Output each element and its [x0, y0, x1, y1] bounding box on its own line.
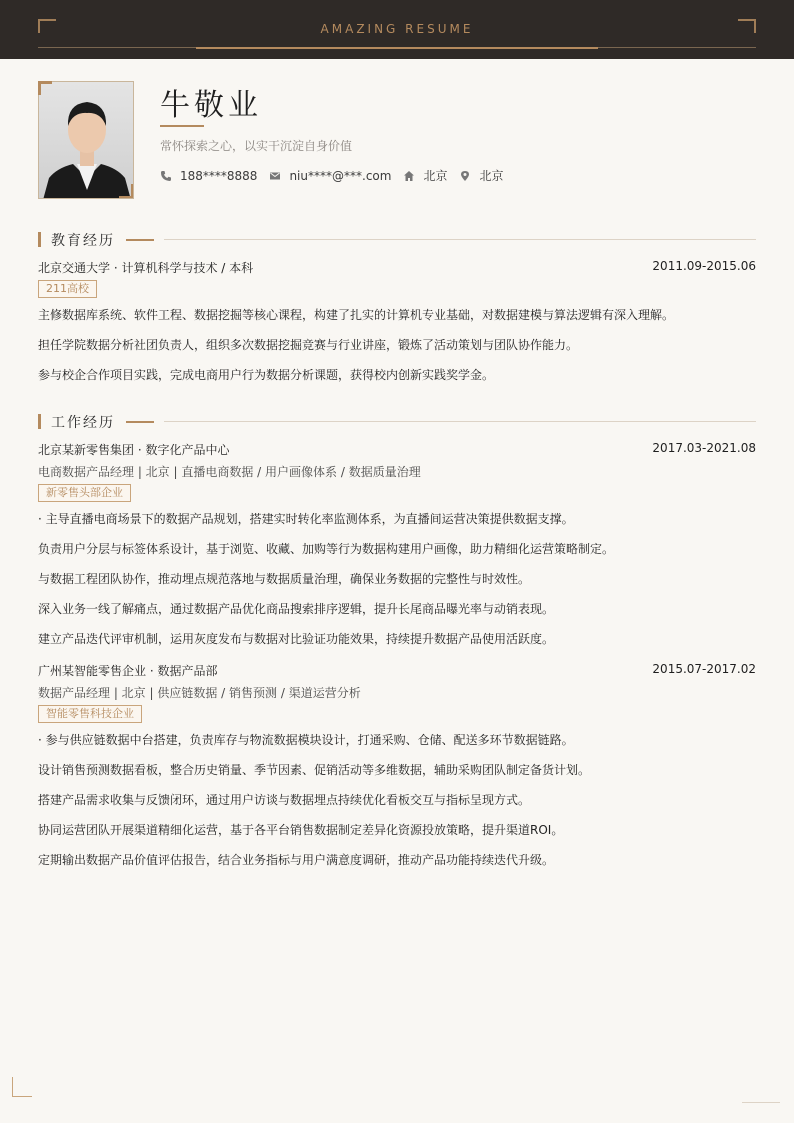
education-line: 参与校企合作项目实践，完成电商用户行为数据分析课题，获得校内创新实践奖学金。	[38, 368, 495, 382]
job-role: 数据产品经理 | 北京 | 供应链数据 / 销售预测 / 渠道运营分析	[38, 686, 361, 700]
header-divider-accent	[196, 47, 598, 49]
date: 2011.09-2015.06	[652, 259, 756, 273]
company: 北京某新零售集团 · 数字化产品中心	[38, 443, 230, 457]
job-line: 负责用户分层与标签体系设计，基于浏览、收藏、加购等行为数据构建用户画像，助力精细化运营策略制定。	[38, 542, 615, 556]
contact-home	[403, 167, 447, 184]
job-role: 电商数据产品经理 | 北京 | 直播电商数据 / 用户画像体系 / 数据质量治理	[38, 465, 421, 479]
motto: 常怀探索之心，以实干沉淀自身价值	[160, 139, 353, 153]
school: 北京交通大学 · 计算机科学与技术 / 本科	[38, 261, 254, 275]
location-icon	[459, 170, 471, 182]
home-icon	[403, 170, 415, 182]
job-header	[38, 662, 756, 679]
job-line: 设计销售预测数据看板，整合历史销量、季节因素、促销活动等多维数据，辅助采购团队制定备货计划。	[38, 763, 591, 777]
contact-location	[459, 167, 503, 184]
footer-ornament	[12, 1077, 32, 1097]
section-title: 教育经历	[51, 233, 115, 249]
section-work	[38, 413, 756, 431]
contact-text: 188****8888	[180, 168, 258, 183]
mail-icon	[269, 170, 281, 182]
brand-title: AMAZING RESUME	[320, 22, 474, 36]
education-line: 主修数据库系统、软件工程、数据挖掘等核心课程，构建了扎实的计算机专业基础，对数据建模与算法逻辑有深入理解。	[38, 308, 675, 322]
section-education	[38, 231, 756, 249]
section-title: 工作经历	[51, 415, 115, 431]
contact-phone	[160, 169, 257, 183]
contact-text: niu****@***.com	[289, 168, 392, 183]
job-line: 建立产品迭代评审机制，运用灰度发布与数据对比验证功能效果，持续提升数据产品使用活跃度。	[38, 632, 555, 646]
footer-ornament	[742, 1102, 780, 1103]
tag-badge: 智能零售科技企业	[38, 705, 142, 723]
photo-corner-ornament	[38, 81, 52, 95]
photo-corner-ornament	[119, 184, 133, 198]
education-line: 担任学院数据分析社团负责人，组织多次数据挖掘竞赛与行业讲座，锻炼了活动策划与团队协作能力。	[38, 338, 579, 352]
avatar	[38, 81, 134, 199]
job-header	[38, 441, 756, 458]
job-line: 搭建产品需求收集与反馈闭环，通过用户访谈与数据埋点持续优化看板交互与指标呈现方式。	[38, 793, 531, 807]
contact-text: 北京	[479, 169, 504, 183]
job-line: · 主导直播电商场景下的数据产品规划，搭建实时转化率监测体系，为直播间运营决策提供数据支撑。	[38, 512, 574, 526]
job-line: 协同运营团队开展渠道精细化运营，基于各平台销售数据制定差异化资源投放策略，提升渠道ROI。	[38, 823, 564, 837]
job-line: · 参与供应链数据中台搭建，负责库存与物流数据模块设计，打通采购、仓储、配送多环节数据链路。	[38, 733, 574, 747]
date: 2015.07-2017.02	[652, 662, 756, 676]
tag-badge: 新零售头部企业	[38, 484, 131, 502]
tag-badge: 211高校	[38, 280, 97, 298]
company: 广州某智能零售企业 · 数据产品部	[38, 664, 218, 678]
date: 2017.03-2021.08	[652, 441, 756, 455]
job-line: 与数据工程团队协作，推动埋点规范落地与数据质量治理，确保业务数据的完整性与时效性。	[38, 572, 531, 586]
job-line: 深入业务一线了解痛点，通过数据产品优化商品搜索排序逻辑，提升长尾商品曝光率与动销表现。	[38, 602, 555, 616]
contact-email	[269, 169, 391, 183]
name-underline	[160, 125, 204, 127]
education-header	[38, 259, 756, 276]
contact-text: 北京	[423, 169, 448, 183]
candidate-name: 牛敬业	[160, 88, 262, 123]
contact-list	[160, 167, 515, 184]
phone-icon	[160, 170, 172, 182]
job-line: 定期输出数据产品价值评估报告，结合业务指标与用户满意度调研，推动产品功能持续迭代升级。	[38, 853, 555, 867]
